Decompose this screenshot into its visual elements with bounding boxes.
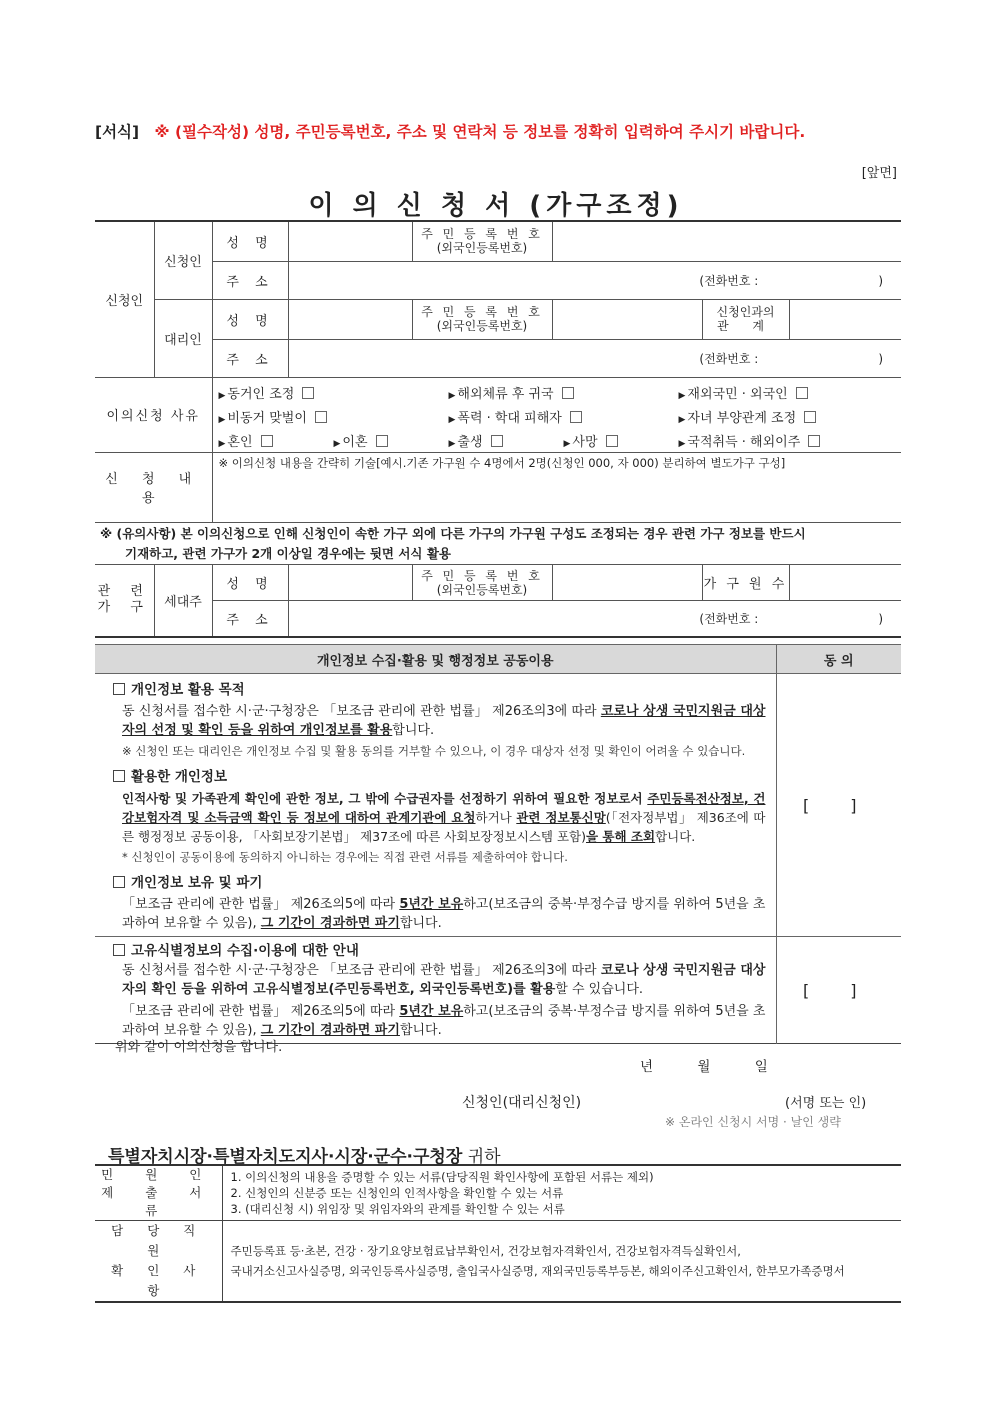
checkbox[interactable] bbox=[491, 435, 503, 447]
unique-id-consent-text bbox=[95, 937, 776, 1044]
s4-text: 동 신청서를 접수한 시·군·구청장은 「보조금 관리에 관한 법률」 제26조의3에 따라 코로나 상생 국민지원금 대상자의 확인 등을 위하여 고유식별정보(주민등록번호, 외국인등록번호)를 활용할 수 있습니다. bbox=[122, 963, 766, 997]
staff-check-label: 담 당 직 원 확 인 사 항 bbox=[95, 1221, 222, 1303]
checkbox[interactable] bbox=[804, 411, 816, 423]
agent-name-field[interactable] bbox=[288, 299, 412, 339]
date-line: 년 월 일 bbox=[640, 1059, 768, 1075]
agree-header: 동 의 bbox=[776, 645, 901, 674]
unique-id-agree-checkbox[interactable]: [ ] bbox=[776, 937, 901, 1044]
s1-note: ※ 신청인 또는 대리인은 개인정보 수집 및 활용 동의를 거부할 수 있으나, 이 경우 대상자 선정 및 확인이 어려울 수 있습니다. bbox=[122, 744, 746, 758]
privacy-agree-checkbox[interactable]: [ ] bbox=[776, 674, 901, 937]
related-phone-field[interactable]: (전화번호 : ) bbox=[699, 611, 883, 626]
content-field[interactable] bbox=[212, 452, 901, 522]
members-label: 가 구 원 수 bbox=[702, 565, 789, 601]
privacy-consent-text bbox=[95, 674, 776, 937]
privacy-header: 개인정보 수집·활용 및 행정정보 공동이용 bbox=[95, 645, 776, 674]
reason-overseas-foreigner[interactable]: ▶ 재외국민 · 외국인 bbox=[679, 383, 808, 402]
checkbox[interactable] bbox=[376, 435, 388, 447]
applicant-rrn-field[interactable] bbox=[552, 221, 901, 261]
agent-rrn-label: 주 민 등 록 번 호 (외국인등록번호) bbox=[412, 299, 552, 339]
related-address-label: 주 소 bbox=[212, 601, 288, 637]
page-title: 이 의 신 청 서 (가구조정) bbox=[308, 191, 684, 221]
reason-return-abroad[interactable]: ▶ 해외체류 후 귀국 bbox=[449, 383, 574, 402]
content-hint: ※ 이의신청 내용을 간략히 기술[예시.기존 가구원 수 4명에서 2명(신청인 000, 자 000) 분리하여 별도가구 구성] bbox=[218, 455, 786, 470]
staff-check-list: 주민등록표 등·초본, 건강 · 장기요양보험료납부확인서, 건강보험자격확인서, 건강보험자격득실확인서, 국내거소신고사실증명, 외국인등록사실증명, 출입국사실증명, 재외국민등록부등본, 해외이주신고확인서, 한부모가족증명서 bbox=[222, 1221, 901, 1303]
closing-statement: 위와 같이 이의신청을 합니다. bbox=[115, 1040, 283, 1055]
s1-title: 개인정보 활용 목적 bbox=[113, 678, 776, 698]
agent-name-label: 성 명 bbox=[212, 299, 288, 339]
content-label: 신 청 내 용 bbox=[95, 452, 212, 522]
related-address-field[interactable] bbox=[288, 601, 901, 637]
related-name-field[interactable] bbox=[288, 565, 412, 601]
s3-title: 개인정보 보유 및 파기 bbox=[113, 871, 776, 891]
box-icon bbox=[113, 683, 125, 695]
reason-child-support[interactable]: ▶ 자녀 부양관계 조정 bbox=[679, 407, 817, 426]
instruction-text: ※ (필수작성) 성명, 주민등록번호, 주소 및 연락처 등 정보를 정확히 입력하여 주시기 바랍니다. bbox=[154, 123, 806, 141]
name-label: 성 명 bbox=[212, 221, 288, 261]
related-household-table bbox=[95, 564, 901, 638]
reason-birth[interactable]: ▶ 출생 bbox=[449, 431, 503, 450]
rrn-label: 주 민 등 록 번 호 (외국인등록번호) bbox=[412, 221, 552, 261]
box-icon bbox=[113, 944, 125, 956]
s2-title: 활용한 개인정보 bbox=[113, 765, 776, 785]
checkbox[interactable] bbox=[796, 387, 808, 399]
applicant-sign-label: 신청인(대리신청인) bbox=[462, 1095, 582, 1111]
related-label: 관 련 가 구 bbox=[95, 565, 154, 637]
applicant-table bbox=[95, 220, 901, 523]
form-tag: [서식] bbox=[95, 123, 140, 141]
checkbox[interactable] bbox=[808, 435, 820, 447]
s4-text2: 「보조금 관리에 관한 법률」 제26조의5에 따라 5년간 보유하고(보조금의 중복·부정수급 방지를 위하여 5년을 초과하여 보유할 수 있음), 그 기간이 경과하면 파기합니다. bbox=[122, 1004, 766, 1038]
s3-text: 「보조금 관리에 관한 법률」 제26조의5에 따라 5년간 보유하고(보조금의 중복·부정수급 방지를 위하여 5년을 초과하여 보유할 수 있음), 그 기간이 경과하면 파기합니다. bbox=[122, 897, 766, 931]
sign-field[interactable]: (서명 또는 인) bbox=[785, 1096, 867, 1111]
box-icon bbox=[113, 876, 125, 888]
reason-abuse-victim[interactable]: ▶ 폭력 · 학대 피해자 bbox=[449, 407, 582, 426]
relation-label: 신청인과의 관 계 bbox=[702, 299, 789, 339]
agent-address-label: 주 소 bbox=[212, 339, 288, 377]
s2-text: 인적사항 및 가족관계 확인에 관한 정보, 그 밖에 수급권자를 선정하기 위하여 필요한 정보로서 주민등록전산정보, 건강보험자격 및 소득금액 확인 등 정보에 대하여 관계기관에 요청하거나 관련 정보통신망(「전자정부법」 제36조에 따른 행정정보 공동이용, 「사회보장기본법」 제37조에 따른 사회보장정보시스템 포함)을 통해 조회합니다. bbox=[122, 791, 766, 844]
front-label: [앞면] bbox=[861, 166, 897, 181]
agent-rrn-field[interactable] bbox=[552, 299, 702, 339]
docs-label: 민 원 인 제 출 서 류 bbox=[95, 1165, 222, 1221]
online-note: ※ 온라인 신청시 서명 · 날인 생략 bbox=[665, 1115, 841, 1129]
privacy-table bbox=[95, 644, 901, 1044]
relation-field[interactable] bbox=[789, 299, 901, 339]
docs-list: 1. 이의신청의 내용을 증명할 수 있는 서류(담당직원 확인사항에 포함된 서류는 제외) 2. 신청인의 신분증 또는 신청인의 인적사항을 확인할 수 있는 서류 3. (대리신청 시) 위임장 및 위임자와의 관계를 확인할 수 있는 서류 bbox=[222, 1165, 901, 1221]
s2-note: * 신청인이 공동이용에 동의하지 아니하는 경우에는 직접 관련 서류를 제출하여야 합니다. bbox=[122, 850, 568, 864]
address-label: 주 소 bbox=[212, 261, 288, 299]
documents-table bbox=[95, 1164, 901, 1303]
agent-phone-field[interactable]: (전화번호 : ) bbox=[699, 351, 883, 366]
form-instruction bbox=[95, 120, 805, 142]
checkbox[interactable] bbox=[606, 435, 618, 447]
reason-marriage[interactable]: ▶ 혼인 bbox=[219, 431, 273, 450]
related-rrn-field[interactable] bbox=[552, 565, 702, 601]
related-rrn-label: 주 민 등 록 번 호 (외국인등록번호) bbox=[412, 565, 552, 601]
checkbox[interactable] bbox=[562, 387, 574, 399]
reason-cohabitant[interactable]: ▶ 동거인 조정 bbox=[219, 383, 315, 402]
checkbox[interactable] bbox=[261, 435, 273, 447]
related-name-label: 성 명 bbox=[212, 565, 288, 601]
self-label: 신청인 bbox=[154, 221, 212, 299]
applicant-name-field[interactable] bbox=[288, 221, 412, 261]
members-field[interactable] bbox=[789, 565, 901, 601]
reason-death[interactable]: ▶ 사망 bbox=[564, 431, 618, 450]
reason-nationality[interactable]: ▶ 국적취득 · 해외이주 bbox=[679, 431, 821, 450]
s1-text: 동 신청서를 접수한 시·군·구청장은 「보조금 관리에 관한 법률」 제26조의3에 따라 코로나 상생 국민지원금 대상자의 선정 및 확인 등을 위하여 개인정보를 활용합니다. bbox=[122, 704, 766, 738]
reason-dual-income[interactable]: ▶ 비동거 맞벌이 bbox=[219, 407, 327, 426]
applicant-section-label: 신청인 bbox=[95, 221, 154, 377]
addressee: 특별자치시장·특별자치도지사·시장·군수·구청장 귀하 bbox=[108, 1147, 501, 1167]
box-icon bbox=[113, 770, 125, 782]
reason-divorce[interactable]: ▶ 이혼 bbox=[334, 431, 388, 450]
phone-field[interactable]: (전화번호 : ) bbox=[699, 273, 883, 288]
reason-options bbox=[212, 377, 901, 452]
agent-label: 대리인 bbox=[154, 299, 212, 377]
checkbox[interactable] bbox=[302, 387, 314, 399]
reason-label: 이의신청 사유 bbox=[95, 377, 212, 452]
notice: ※ (유의사항) 본 이의신청으로 인해 신청인이 속한 가구 외에 다른 가구의 가구원 구성도 조정되는 경우 관련 가구 정보를 반드시 기재하고, 관련 가구가 2개 이상일 경우에는 뒷면 서식 활용 bbox=[100, 526, 806, 561]
household-head-label: 세대주 bbox=[154, 565, 212, 637]
applicant-address-field[interactable] bbox=[288, 261, 901, 299]
checkbox[interactable] bbox=[315, 411, 327, 423]
s4-title: 고유식별정보의 수집·이용에 대한 안내 bbox=[113, 939, 776, 959]
checkbox[interactable] bbox=[570, 411, 582, 423]
agent-address-field[interactable] bbox=[288, 339, 901, 377]
